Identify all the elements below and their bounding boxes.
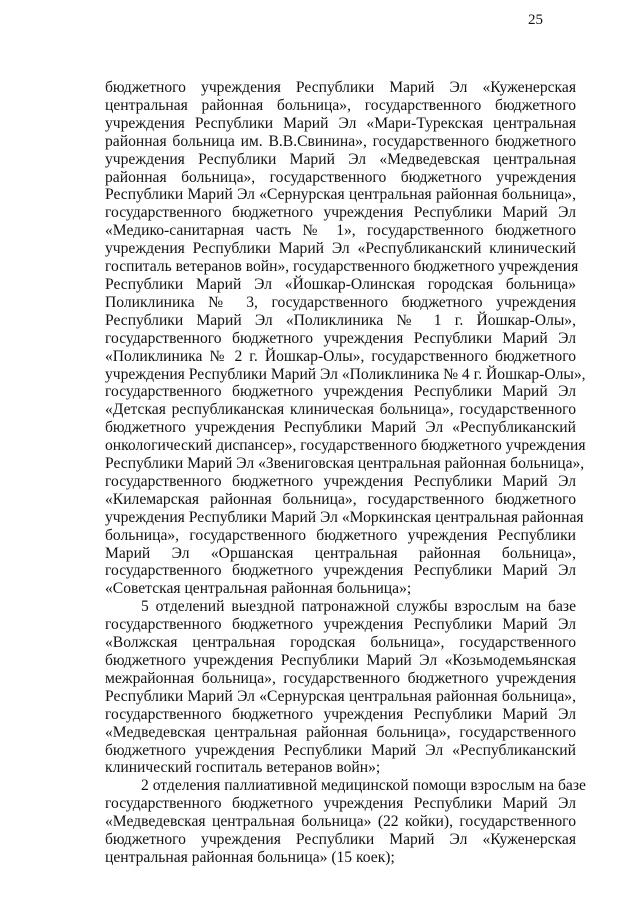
text-line: учреждения Республики Марий Эл «Медведевская центральная — [105, 150, 576, 168]
text-line: «Волжская центральная городская больница», государственного — [105, 634, 576, 652]
paragraph — [105, 598, 576, 777]
text-line: центральная районная больница», государственного бюджетного — [105, 96, 576, 114]
text-line: больница», государственного бюджетного учреждения Республики — [105, 526, 576, 544]
text-line: бюджетного учреждения Республики Марий Эл «Республиканский — [105, 419, 576, 437]
text-line: «Поликлиника № 2 г. Йошкар-Олы», государственного бюджетного — [105, 347, 576, 365]
document-body — [105, 79, 586, 867]
text-line: межрайонная больница», государственного бюджетного учреждения — [105, 669, 576, 687]
text-line: государственного бюджетного учреждения Республики Марий Эл — [105, 562, 576, 580]
text-line: 2 отделения паллиативной медицинской помощи взрослым на базе — [141, 777, 586, 795]
text-line: бюджетного учреждения Республики Марий Эл «Куженерская — [105, 831, 576, 849]
text-line: «Детская республиканская клиническая больница», государственного — [105, 401, 576, 419]
text-line: Республики Марий Эл «Йошкар-Олинская городская больница» — [105, 275, 576, 293]
text-line: 5 отделений выездной патронажной службы взрослым на базе — [141, 598, 576, 616]
text-line: Республики Марий Эл «Сернурская центральная районная больница», — [105, 687, 576, 705]
text-line: центральная районная больница» (15 коек); — [105, 848, 395, 866]
text-line: Поликлиника № 3, государственного бюджетного учреждения — [105, 293, 576, 311]
text-line: районная больница», государственного бюджетного учреждения — [105, 168, 576, 186]
text-line: Республики Марий Эл «Сернурская центральная районная больница», — [105, 186, 576, 204]
text-line: «Медведевская центральная больница» (22 койки), государственного — [105, 813, 576, 831]
paragraph — [105, 79, 586, 598]
text-line: бюджетного учреждения Республики Марий Эл «Куженерская — [105, 79, 576, 96]
text-line: Республики Марий Эл «Поликлиника № 1 г. Йошкар-Олы», — [105, 311, 576, 329]
text-line: государственного бюджетного учреждения Республики Марий Эл — [105, 383, 576, 401]
text-line: государственного бюджетного учреждения Республики Марий Эл — [105, 616, 576, 634]
paragraph — [105, 777, 586, 867]
text-line: районная больница им. В.В.Свинина», государственного бюджетного — [105, 132, 576, 150]
text-line: государственного бюджетного учреждения Республики Марий Эл — [105, 472, 576, 490]
text-line: «Медведевская центральная районная больница», государственного — [105, 723, 576, 741]
text-line: учреждения Республики Марий Эл «Моркинская центральная районная — [105, 508, 584, 526]
text-line: учреждения Республики Марий Эл «Поликлиника № 4 г. Йошкар-Олы», — [105, 365, 586, 383]
text-line: «Килемарская районная больница», государственного бюджетного — [105, 490, 576, 508]
text-line: государственного бюджетного учреждения Республики Марий Эл — [105, 204, 576, 222]
text-line: государственного бюджетного учреждения Республики Марий Эл — [105, 329, 576, 347]
page-number: 25 — [528, 12, 543, 28]
text-line: госпиталь ветеранов войн», государственного бюджетного учреждения — [105, 258, 579, 276]
text-line: бюджетного учреждения Республики Марий Эл «Республиканский — [105, 741, 576, 759]
text-line: онкологический диспансер», государственного бюджетного учреждения — [105, 437, 586, 455]
text-line: бюджетного учреждения Республики Марий Эл «Козьмодемьянская — [105, 652, 576, 669]
text-line: государственного бюджетного учреждения Республики Марий Эл — [105, 795, 576, 813]
text-line: Марий Эл «Оршанская центральная районная больница», — [105, 544, 576, 562]
text-line: «Медико-санитарная часть № 1», государственного бюджетного — [105, 222, 576, 240]
text-line: Республики Марий Эл «Звениговская центральная районная больница», — [105, 455, 585, 473]
text-line: государственного бюджетного учреждения Республики Марий Эл — [105, 705, 576, 723]
text-line: учреждения Республики Марий Эл «Республиканский клинический — [105, 240, 576, 258]
text-line: клинический госпиталь ветеранов войн»; — [105, 759, 381, 777]
text-line: учреждения Республики Марий Эл «Мари-Турекская центральная — [105, 114, 576, 132]
text-line: «Советская центральная районная больница»; — [105, 580, 412, 598]
